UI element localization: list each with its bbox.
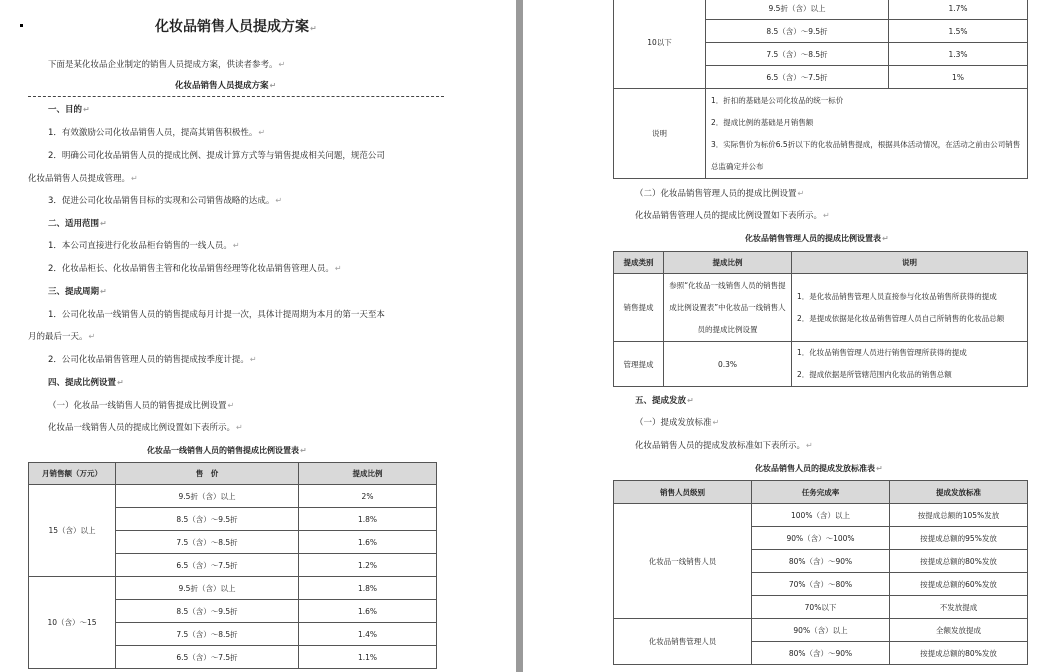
note-line: 1．化妆品销售管理人员进行销售管理所获得的提成: [797, 348, 967, 357]
payout-standard-table: [613, 480, 1028, 665]
table-cell: 70%（含）～80%: [752, 573, 890, 596]
dashed-divider: [28, 96, 444, 97]
table-cell: 8.5（含）～9.5折: [706, 20, 889, 43]
table-cell: 80%（含）～90%: [752, 550, 890, 573]
table-row: [614, 89, 1028, 179]
paragraph-bullet-icon: [20, 24, 23, 27]
note-line: 3．实际售价为标价6.5折以下的化妆品销售提成，根据具体活动情况，在活动之前由公司销售总监确定并公布: [711, 139, 1021, 171]
table-row: [29, 485, 437, 508]
section-heading-payout: 五、提成发放↵: [635, 396, 694, 406]
table-cell: 1.2%: [299, 554, 437, 577]
table-header-cell: 售 价: [116, 463, 299, 485]
paragraph: 化妆品一线销售人员的提成比例设置如下表所示。↵: [48, 423, 243, 433]
table-cell: 90%（含）～100%: [752, 527, 890, 550]
table-cell: 90%（含）以上: [752, 619, 890, 642]
document-subtitle: 化妆品销售人员提成方案↵: [175, 81, 277, 91]
table-cell: 1.6%: [299, 600, 437, 623]
document-title: 化妆品销售人员提成方案↵: [155, 19, 317, 35]
table-row: [29, 577, 437, 600]
table-group-cell: 10（含）～15: [29, 577, 116, 669]
paragraph: 3．促进公司化妆品销售目标的实现和公司销售战略的达成。↵: [48, 196, 283, 206]
table-note-cell: [706, 89, 1028, 179]
paragraph: 月的最后一天。↵: [28, 332, 96, 342]
table-cell: 按提成总额的80%发放: [890, 642, 1028, 665]
table-header-row: [614, 252, 1028, 274]
table-title: 化妆品销售管理人员的提成比例设置表↵: [745, 234, 889, 243]
paragraph: 2．明确公司化妆品销售人员的提成比例、提成计算方式等与销售提成相关问题，规范公司: [48, 151, 385, 161]
table-cell: 1.3%: [889, 43, 1028, 66]
table-row: [614, 504, 1028, 527]
table-cell: 0.3%: [664, 342, 792, 387]
table-note-label: 说明: [614, 89, 706, 179]
table-header-cell: 提成发放标准: [890, 481, 1028, 504]
table-row: [614, 619, 1028, 642]
paragraph: 1．公司化妆品一线销售人员的销售提成每月计提一次，具体计提周期为本月的第一天至本: [48, 310, 385, 320]
note-line: 1．是化妆品销售管理人员直接参与化妆品销售所获得的提成: [797, 291, 997, 301]
table-cell: 7.5（含）～8.5折: [116, 531, 299, 554]
table-cell: 6.5（含）～7.5折: [116, 554, 299, 577]
paragraph: 2．化妆品柜长、化妆品销售主管和化妆品销售经理等化妆品销售管理人员。↵: [48, 264, 342, 274]
table-cell: 1.8%: [299, 508, 437, 531]
intro-paragraph: 下面是某化妆品企业制定的销售人员提成方案，供读者参考。↵: [48, 60, 286, 70]
paragraph: 化妆品销售人员提成管理。↵: [28, 174, 138, 184]
note-line: 1．折扣的基础是公司化妆品的统一标价: [711, 95, 844, 105]
table-cell: 8.5（含）～9.5折: [116, 600, 299, 623]
table-header-cell: 任务完成率: [752, 481, 890, 504]
frontline-commission-table: [28, 462, 437, 669]
table-cell: 1%: [889, 66, 1028, 89]
table-cell: 按提成总额的95%发放: [890, 527, 1028, 550]
table-cell: 1.5%: [889, 20, 1028, 43]
table-cell: 80%（含）～90%: [752, 642, 890, 665]
table-header-row: [29, 463, 437, 485]
paragraph: 1．有效激励公司化妆品销售人员，提高其销售积极性。↵: [48, 128, 266, 138]
table-note-cell: [792, 342, 1028, 387]
table-group-cell: 化妆品一线销售人员: [614, 504, 752, 619]
table-cell: 全额发放提成: [890, 619, 1028, 642]
section-heading-cycle: 三、提成周期↵: [48, 287, 107, 297]
table-header-cell: 提成比例: [299, 463, 437, 485]
note-line: 2．提成依据是所管辖范围内化妆品的销售总额: [797, 370, 952, 379]
table-header-row: [614, 481, 1028, 504]
note-line: 2．是提成依据是化妆品销售管理人员自己所销售的化妆品总额: [797, 313, 1005, 323]
table-cell: 按提成总额的105%发放: [890, 504, 1028, 527]
table-note-cell: [792, 274, 1028, 342]
table-header-cell: 说明: [792, 252, 1028, 274]
subsection-heading: （一）提成发放标准↵: [635, 418, 720, 428]
section-heading-purpose: 一、目的↵: [48, 105, 90, 115]
table-cell: 9.5折（含）以上: [116, 485, 299, 508]
section-heading-ratio: 四、提成比例设置↵: [48, 378, 124, 388]
table-cell: 9.5折（含）以上: [116, 577, 299, 600]
table-cell: 6.5（含）～7.5折: [116, 646, 299, 669]
table-cell: 7.5（含）～8.5折: [706, 43, 889, 66]
table-group-cell: 15（含）以上: [29, 485, 116, 577]
paragraph: 1．本公司直接进行化妆品柜台销售的一线人员。↵: [48, 241, 240, 251]
table-cell: 2%: [299, 485, 437, 508]
table-cell: 按提成总额的80%发放: [890, 550, 1028, 573]
table-cell: 参照“化妆品一线销售人员的销售提成比例设置表”中化妆品一线销售人员的提成比例设置: [664, 274, 792, 342]
table-row: [614, 274, 1028, 342]
table-cell: 按提成总额的60%发放: [890, 573, 1028, 596]
subsection-heading: （一）化妆品一线销售人员的销售提成比例设置↵: [48, 401, 235, 411]
table-cell: 6.5（含）～7.5折: [706, 66, 889, 89]
table-cell: 1.1%: [299, 646, 437, 669]
table-title: 化妆品销售人员的提成发放标准表↵: [755, 464, 883, 473]
frontline-commission-table-continued: [613, 0, 1028, 179]
table-header-cell: 月销售额（万元）: [29, 463, 116, 485]
table-cell: 7.5（含）～8.5折: [116, 623, 299, 646]
table-cell: 70%以下: [752, 596, 890, 619]
table-cell: 8.5（含）～9.5折: [116, 508, 299, 531]
table-row: [614, 0, 1028, 20]
table-header-cell: 销售人员级别: [614, 481, 752, 504]
document-page-right: [523, 0, 1041, 672]
paragraph: 2．公司化妆品销售管理人员的销售提成按季度计提。↵: [48, 355, 257, 365]
table-cell: 不发放提成: [890, 596, 1028, 619]
paragraph: 化妆品销售人员的提成发放标准如下表所示。↵: [635, 441, 813, 451]
table-group-cell: 10以下: [614, 0, 706, 89]
table-header-cell: 提成比例: [664, 252, 792, 274]
section-heading-scope: 二、适用范围↵: [48, 219, 107, 229]
table-group-cell: 化妆品销售管理人员: [614, 619, 752, 665]
table-row: [614, 342, 1028, 387]
table-cell: 销售提成: [614, 274, 664, 342]
management-commission-table: [613, 251, 1028, 387]
table-cell: 1.7%: [889, 0, 1028, 20]
table-cell: 1.6%: [299, 531, 437, 554]
table-cell: 100%（含）以上: [752, 504, 890, 527]
table-header-cell: 提成类别: [614, 252, 664, 274]
table-cell: 1.8%: [299, 577, 437, 600]
table-title: 化妆品一线销售人员的销售提成比例设置表↵: [147, 446, 307, 455]
note-line: 2．提成比例的基础是月销售额: [711, 117, 814, 127]
table-cell: 管理提成: [614, 342, 664, 387]
table-cell: 9.5折（含）以上: [706, 0, 889, 20]
paragraph: 化妆品销售管理人员的提成比例设置如下表所示。↵: [635, 211, 830, 221]
table-cell: 1.4%: [299, 623, 437, 646]
document-page-left: [0, 0, 516, 672]
subsection-heading: （二）化妆品销售管理人员的提成比例设置↵: [635, 189, 805, 199]
